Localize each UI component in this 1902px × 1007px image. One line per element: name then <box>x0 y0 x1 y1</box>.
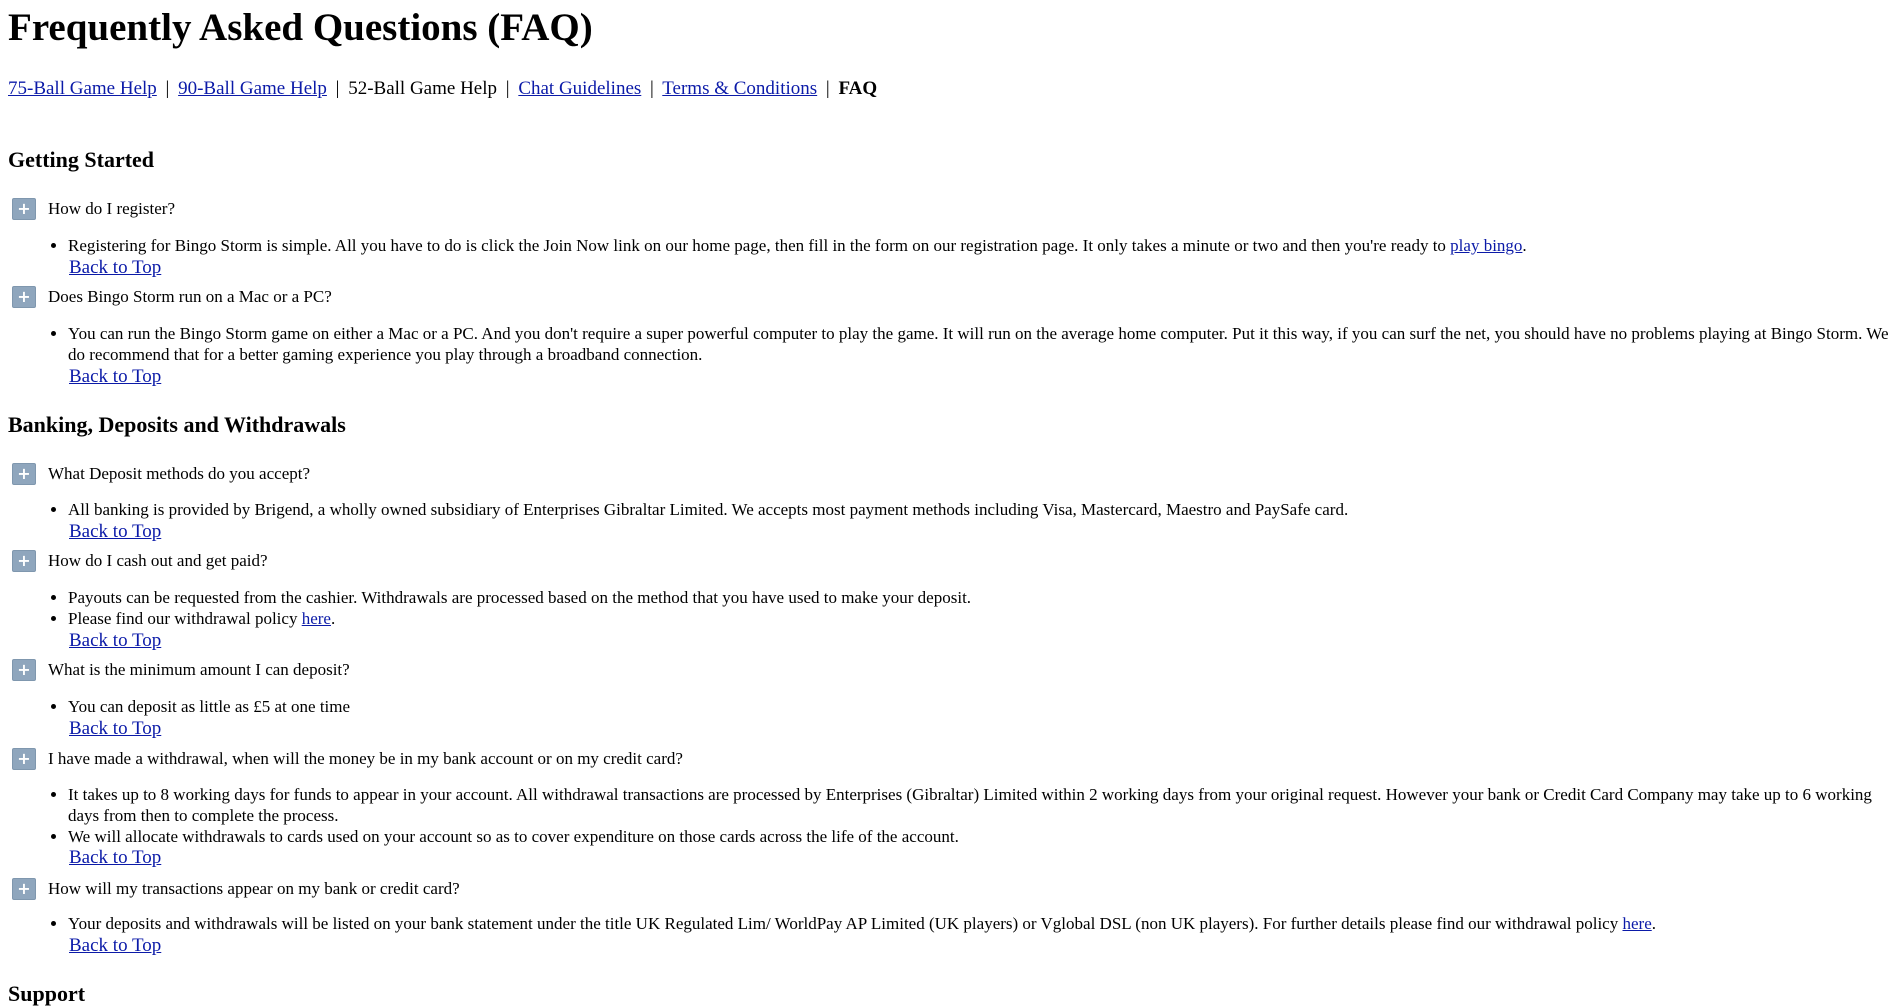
faq-question[interactable] <box>12 878 460 900</box>
plus-icon[interactable]: + <box>12 659 36 681</box>
answer-end: . <box>1522 236 1527 255</box>
back-to-top-link[interactable]: Back to Top <box>69 935 162 956</box>
answer-list <box>46 587 1898 629</box>
question-text[interactable]: How do I cash out and get paid? <box>48 551 268 570</box>
answer-end: . <box>1651 914 1656 933</box>
answer-text: Registering for Bingo Storm is simple. All you have to do is click the Join Now link on our home page, then fill in the form on our registration page. It only takes a minute or two and then you're ready to <box>68 236 1451 255</box>
back-to-top <box>69 630 161 652</box>
nav-separator: | <box>825 78 830 99</box>
help-nav <box>8 78 1888 100</box>
nav-link-75-ball[interactable]: 75-Ball Game Help <box>8 78 157 99</box>
answer-list <box>46 323 1898 365</box>
nav-separator: | <box>505 78 510 99</box>
answer-item: • All banking is provided by Brigend, a wholly owned subsidiary of Enterprises Gibraltar Limited. We accepts most payment methods including Visa, Mastercard, Maestro and PaySafe card. <box>68 499 1898 520</box>
faq-question[interactable] <box>12 550 268 572</box>
answer-list <box>46 499 1898 520</box>
faq-question[interactable] <box>12 463 310 485</box>
answer-item: • We will allocate withdrawals to cards used on your account so as to cover expenditure on those cards across the life of the account. <box>68 826 1898 847</box>
answer-item <box>68 235 1898 256</box>
back-to-top <box>69 935 161 957</box>
nav-link-terms[interactable]: Terms & Conditions <box>662 78 818 99</box>
plus-icon[interactable]: + <box>12 550 36 572</box>
question-text[interactable]: Does Bingo Storm run on a Mac or a PC? <box>48 287 332 306</box>
question-text[interactable]: What is the minimum amount I can deposit? <box>48 660 350 679</box>
plus-icon[interactable]: + <box>12 878 36 900</box>
plus-icon[interactable]: + <box>12 286 36 308</box>
question-text[interactable]: What Deposit methods do you accept? <box>48 464 311 483</box>
answer-item <box>68 608 1898 629</box>
question-text[interactable]: How do I register? <box>48 199 175 218</box>
answer-list <box>46 913 1898 934</box>
nav-item-52-ball: 52-Ball Game Help <box>348 78 498 99</box>
answer-item: • It takes up to 8 working days for funds to appear in your account. All withdrawal transactions are processed by Enterprises (Gibraltar) Limited within 2 working days from your original request. However your bank or Credit Card Company may take up to 6 working days from then to complete the process. <box>68 784 1898 826</box>
back-to-top <box>69 521 161 543</box>
back-to-top <box>69 257 161 279</box>
answer-list <box>46 784 1898 847</box>
answer-list <box>46 696 1898 717</box>
nav-link-chat-guidelines[interactable]: Chat Guidelines <box>518 78 642 99</box>
back-to-top <box>69 847 161 869</box>
back-to-top <box>69 366 161 388</box>
back-to-top-link[interactable]: Back to Top <box>69 718 162 739</box>
page-title: Frequently Asked Questions (FAQ) <box>8 6 593 49</box>
plus-icon[interactable]: + <box>12 748 36 770</box>
question-text[interactable]: I have made a withdrawal, when will the money be in my bank account or on my credit card? <box>48 749 683 768</box>
answer-list <box>46 235 1898 256</box>
answer-text: Please find our withdrawal policy <box>68 609 302 628</box>
answer-item: • You can deposit as little as £5 at one time <box>68 696 1898 717</box>
nav-separator: | <box>335 78 340 99</box>
answer-item <box>68 913 1898 934</box>
answer-end: . <box>330 609 336 628</box>
faq-question[interactable] <box>12 286 332 308</box>
nav-separator: | <box>650 78 654 99</box>
withdrawal-policy-link[interactable]: here <box>301 609 331 628</box>
withdrawal-policy-link[interactable]: here <box>1622 914 1652 933</box>
back-to-top <box>69 718 161 740</box>
faq-question[interactable] <box>12 748 683 770</box>
faq-question[interactable] <box>12 198 175 220</box>
back-to-top-link[interactable]: Back to Top <box>69 630 162 651</box>
plus-icon[interactable]: + <box>12 198 36 220</box>
faq-question[interactable] <box>12 659 350 681</box>
back-to-top-link[interactable]: Back to Top <box>69 257 162 278</box>
question-text[interactable]: How will my transactions appear on my bank or credit card? <box>48 879 460 898</box>
faq-page <box>8 0 1888 100</box>
nav-item-faq-current: FAQ <box>838 78 878 99</box>
section-heading-support: Support <box>8 981 86 1006</box>
back-to-top-link[interactable]: Back to Top <box>69 521 162 542</box>
answer-text: Your deposits and withdrawals will be listed on your bank statement under the title UK Regulated Lim/ WorldPay AP Limited (UK players) or Vglobal DSL (non UK players). For further details please find our withdrawal policy <box>68 914 1623 933</box>
back-to-top-link[interactable]: Back to Top <box>69 847 162 868</box>
nav-separator: | <box>165 78 170 99</box>
plus-icon[interactable]: + <box>12 463 36 485</box>
play-bingo-link[interactable]: play bingo <box>1450 236 1523 255</box>
back-to-top-link[interactable]: Back to Top <box>69 366 162 387</box>
answer-item: • Payouts can be requested from the cashier. Withdrawals are processed based on the method that you have used to make your deposit. <box>68 587 1898 608</box>
section-heading-getting-started: Getting Started <box>8 147 155 172</box>
section-heading-banking: Banking, Deposits and Withdrawals <box>8 412 346 437</box>
answer-item: • You can run the Bingo Storm game on either a Mac or a PC. And you don't require a super powerful computer to play the game. It will run on the average home computer. Put it this way, if you can surf the net, you should have no problems playing at Bingo Storm. We do recommend that for a better gaming experience you play through a broadband connection. <box>68 323 1898 365</box>
nav-link-90-ball[interactable]: 90-Ball Game Help <box>178 78 327 99</box>
